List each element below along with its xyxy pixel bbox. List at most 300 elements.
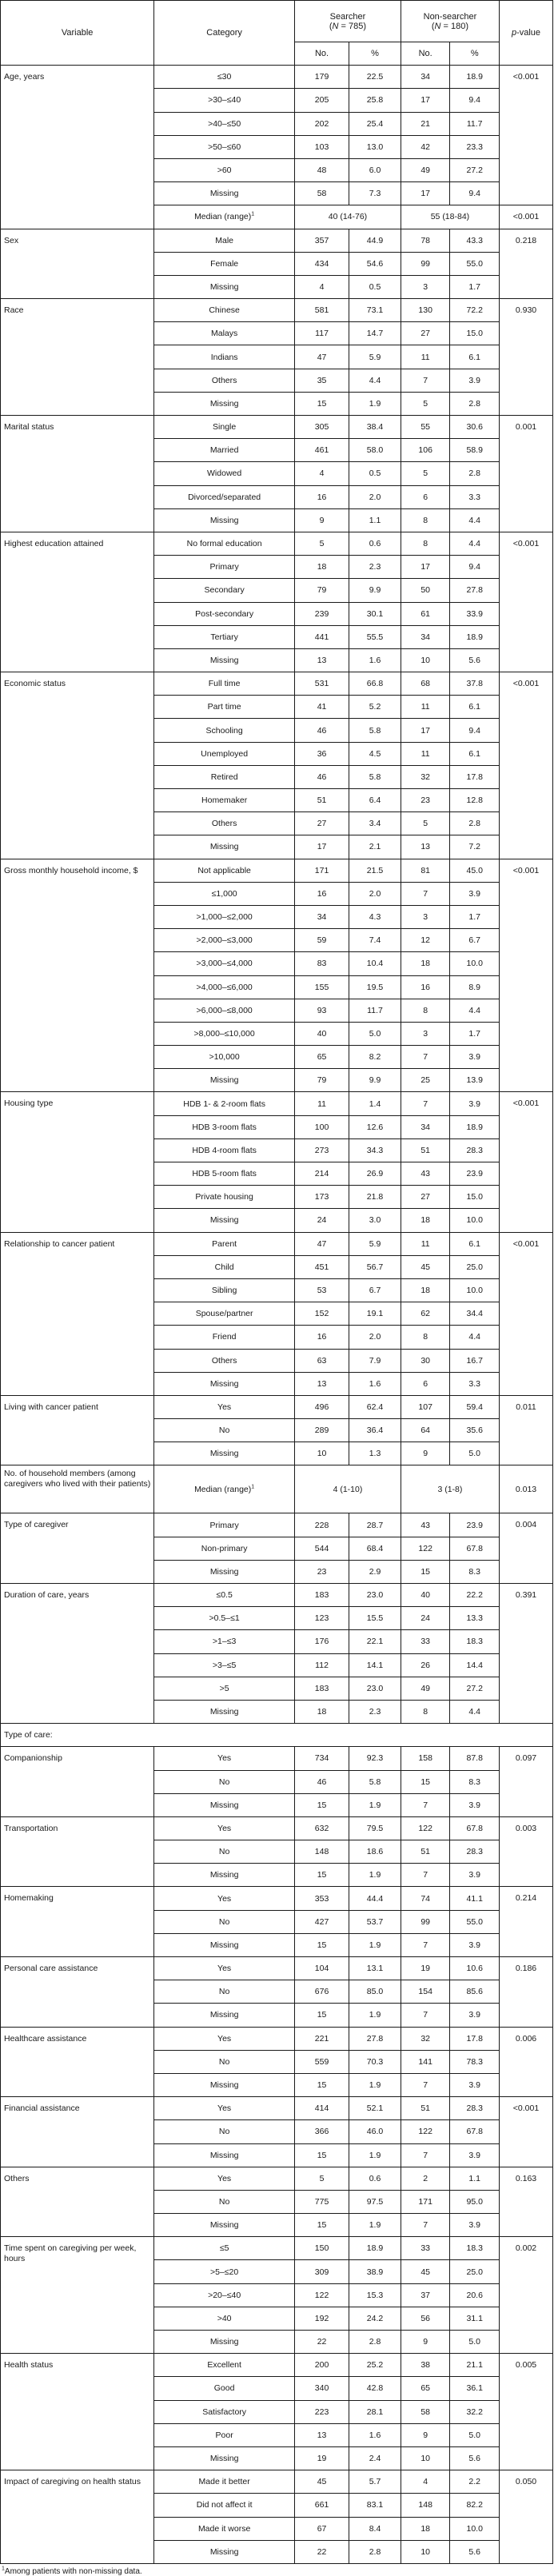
searcher-no-cell: 15: [295, 392, 349, 415]
category-cell: No formal education: [154, 532, 295, 555]
nonsearcher-no-cell: 10: [401, 2446, 450, 2470]
nonsearcher-pct-cell: 10.6: [450, 1957, 500, 1980]
searcher-pct-cell: 85.0: [349, 1980, 401, 2004]
searcher-no-cell: 559: [295, 2050, 349, 2073]
header-searcher: Searcher (N = 785): [295, 1, 401, 42]
searcher-pct-cell: 24.2: [349, 2307, 401, 2330]
category-cell: Made it worse: [154, 2517, 295, 2540]
category-cell: Secondary: [154, 579, 295, 602]
nonsearcher-pct-cell: 78.3: [450, 2050, 500, 2073]
searcher-pct-cell: 13.0: [349, 135, 401, 158]
table-row: [1, 2354, 553, 2377]
nonsearcher-no-cell: 5: [401, 392, 450, 415]
searcher-pct-cell: 15.5: [349, 1607, 401, 1630]
nonsearcher-no-cell: 7: [401, 1864, 450, 1887]
searcher-pct-cell: 1.6: [349, 1372, 401, 1395]
searcher-pct-cell: 2.0: [349, 485, 401, 508]
searcher-pct-cell: 18.9: [349, 2237, 401, 2260]
category-cell: Female: [154, 252, 295, 275]
nonsearcher-no-cell: 26: [401, 1653, 450, 1677]
searcher-pct-cell: 13.1: [349, 1957, 401, 1980]
category-cell: Others: [154, 369, 295, 392]
nonsearcher-no-cell: 18: [401, 952, 450, 975]
searcher-pct-cell: 0.5: [349, 275, 401, 298]
searcher-no-cell: 122: [295, 2283, 349, 2307]
searcher-no-cell: 176: [295, 1630, 349, 1653]
nonsearcher-pct-cell: 23.3: [450, 135, 500, 158]
searcher-pct-cell: 38.9: [349, 2260, 401, 2283]
category-cell: Missing: [154, 835, 295, 859]
nonsearcher-pct-cell: 2.2: [450, 2470, 500, 2494]
nonsearcher-pct-cell: 28.3: [450, 1840, 500, 1864]
searcher-pct-cell: 27.8: [349, 2027, 401, 2050]
table-body: [1, 66, 553, 2564]
searcher-no-cell: 19: [295, 2446, 349, 2470]
category-cell: Others: [154, 1349, 295, 1372]
category-cell: No: [154, 2190, 295, 2213]
nonsearcher-no-cell: 7: [401, 1933, 450, 1956]
nonsearcher-pct-cell: 3.9: [450, 1793, 500, 1816]
searcher-pct-cell: 5.9: [349, 345, 401, 369]
nonsearcher-pct-cell: 5.0: [450, 1442, 500, 1465]
searcher-no-cell: 9: [295, 508, 349, 532]
searcher-pct-cell: 5.0: [349, 1022, 401, 1045]
p-value-cell: 0.003: [499, 1816, 552, 1887]
searcher-pct-cell: 2.8: [349, 2331, 401, 2354]
searcher-pct-cell: 42.8: [349, 2377, 401, 2400]
searcher-pct-cell: 0.5: [349, 462, 401, 485]
searcher-no-cell: 150: [295, 2237, 349, 2260]
searcher-no-cell: 67: [295, 2517, 349, 2540]
searcher-no-cell: 202: [295, 112, 349, 135]
searcher-no-cell: 4: [295, 462, 349, 485]
category-cell: Widowed: [154, 462, 295, 485]
category-cell: Median (range)$^1$: [154, 205, 295, 229]
nonsearcher-pct-cell: 41.1: [450, 1887, 500, 1910]
searcher-pct-cell: 68.4: [349, 1537, 401, 1560]
nonsearcher-no-cell: 42: [401, 135, 450, 158]
nonsearcher-no-cell: 27: [401, 1186, 450, 1209]
p-value-cell: 0.930: [499, 299, 552, 416]
nonsearcher-pct-cell: 67.8: [450, 1816, 500, 1840]
category-cell: Missing: [154, 1933, 295, 1956]
searcher-no-cell: 23: [295, 1560, 349, 1583]
section-row: [1, 1724, 553, 1747]
nonsearcher-no-cell: 33: [401, 1630, 450, 1653]
p-value-cell: 0.004: [499, 1513, 552, 1584]
table-row: [1, 2470, 553, 2494]
category-cell: Missing: [154, 1209, 295, 1232]
searcher-no-cell: 531: [295, 672, 349, 696]
nonsearcher-no-cell: 62: [401, 1302, 450, 1326]
nonsearcher-no-cell: 45: [401, 1255, 450, 1278]
category-cell: Married: [154, 439, 295, 462]
header-nonsearcher-pct: %: [450, 42, 500, 66]
searcher-no-cell: 221: [295, 2027, 349, 2050]
nonsearcher-no-cell: 7: [401, 2004, 450, 2027]
nonsearcher-pct-cell: 20.6: [450, 2283, 500, 2307]
nonsearcher-no-cell: 9: [401, 2331, 450, 2354]
variable-cell: Transportation: [1, 1816, 154, 1887]
table-row: [1, 2027, 553, 2050]
nonsearcher-pct-cell: 27.2: [450, 158, 500, 181]
searcher-pct-cell: 2.1: [349, 835, 401, 859]
variable-cell: Highest education attained: [1, 532, 154, 672]
category-cell: Missing: [154, 182, 295, 205]
table-row: [1, 229, 553, 252]
nonsearcher-pct-cell: 55.0: [450, 1910, 500, 1933]
category-cell: >5–≤20: [154, 2260, 295, 2283]
nonsearcher-pct-cell: 3.9: [450, 882, 500, 905]
searcher-no-cell: 59: [295, 929, 349, 952]
header-nonsearcher: Non-searcher (N = 180): [401, 1, 499, 42]
searcher-no-cell: 34: [295, 905, 349, 928]
nonsearcher-pct-cell: 25.0: [450, 1255, 500, 1278]
nonsearcher-no-cell: 7: [401, 369, 450, 392]
searcher-no-cell: 46: [295, 1770, 349, 1793]
searcher-no-cell: 676: [295, 1980, 349, 2004]
nonsearcher-no-cell: 106: [401, 439, 450, 462]
searcher-pct-cell: 3.0: [349, 1209, 401, 1232]
searcher-pct-cell: 23.0: [349, 1677, 401, 1700]
searcher-pct-cell: 5.7: [349, 2470, 401, 2494]
nonsearcher-pct-cell: 9.4: [450, 719, 500, 742]
nonsearcher-no-cell: 2: [401, 2167, 450, 2190]
nonsearcher-no-cell: 8: [401, 1700, 450, 1723]
category-cell: >30–≤40: [154, 89, 295, 112]
nonsearcher-no-cell: 7: [401, 1046, 450, 1069]
searcher-pct-cell: 2.3: [349, 1700, 401, 1723]
category-cell: Missing: [154, 2073, 295, 2096]
variable-cell: Gross monthly household income, $: [1, 859, 154, 1092]
category-cell: Child: [154, 1255, 295, 1278]
category-cell: >5: [154, 1677, 295, 1700]
variable-cell: Marital status: [1, 416, 154, 532]
searcher-no-cell: 18: [295, 556, 349, 579]
searcher-no-cell: 366: [295, 2120, 349, 2143]
searcher-pct-cell: 3.4: [349, 812, 401, 835]
header-variable: Variable: [1, 1, 154, 66]
category-cell: Missing: [154, 1442, 295, 1465]
searcher-pct-cell: 46.0: [349, 2120, 401, 2143]
category-cell: >8,000–≤10,000: [154, 1022, 295, 1045]
nonsearcher-pct-cell: 23.9: [450, 1513, 500, 1537]
category-cell: Tertiary: [154, 625, 295, 648]
searcher-pct-cell: 1.9: [349, 2214, 401, 2237]
category-cell: >0.5–≤1: [154, 1607, 295, 1630]
nonsearcher-no-cell: 130: [401, 299, 450, 322]
table-row: [1, 859, 553, 882]
nonsearcher-no-cell: 107: [401, 1395, 450, 1418]
category-cell: Missing: [154, 1700, 295, 1723]
searcher-pct-cell: 1.9: [349, 2143, 401, 2167]
nonsearcher-pct-cell: 23.9: [450, 1162, 500, 1186]
table-row: [1, 1887, 553, 1910]
header-searcher-pct: %: [349, 42, 401, 66]
searcher-no-cell: 13: [295, 648, 349, 672]
nonsearcher-no-cell: 11: [401, 742, 450, 765]
table-row: [1, 1957, 553, 1980]
searcher-pct-cell: 1.9: [349, 1933, 401, 1956]
category-cell: Retired: [154, 765, 295, 788]
nonsearcher-pct-cell: 2.8: [450, 392, 500, 415]
nonsearcher-no-cell: 9: [401, 1442, 450, 1465]
searcher-no-cell: 63: [295, 1349, 349, 1372]
category-cell: Primary: [154, 1513, 295, 1537]
category-cell: No: [154, 1910, 295, 1933]
category-cell: HDB 4-room flats: [154, 1138, 295, 1162]
searcher-pct-cell: 2.8: [349, 2540, 401, 2563]
searcher-pct-cell: 54.6: [349, 252, 401, 275]
nonsearcher-pct-cell: 12.8: [450, 789, 500, 812]
p-value-cell: 0.097: [499, 1747, 552, 1817]
nonsearcher-no-cell: 17: [401, 719, 450, 742]
category-cell: Private housing: [154, 1186, 295, 1209]
searcher-pct-cell: 12.6: [349, 1115, 401, 1138]
searcher-pct-cell: 21.8: [349, 1186, 401, 1209]
nonsearcher-no-cell: 17: [401, 89, 450, 112]
nonsearcher-no-cell: 7: [401, 882, 450, 905]
variable-cell: Companionship: [1, 1747, 154, 1817]
nonsearcher-no-cell: 23: [401, 789, 450, 812]
category-cell: Yes: [154, 1747, 295, 1770]
table-row: [1, 1395, 553, 1418]
searcher-pct-cell: 18.6: [349, 1840, 401, 1864]
header-category: Category: [154, 1, 295, 66]
category-cell: No: [154, 2120, 295, 2143]
searcher-no-cell: 15: [295, 2143, 349, 2167]
searcher-pct-cell: 25.4: [349, 112, 401, 135]
category-cell: No: [154, 2050, 295, 2073]
searcher-pct-cell: 14.7: [349, 322, 401, 345]
category-cell: Yes: [154, 1957, 295, 1980]
searcher-pct-cell: 5.9: [349, 1232, 401, 1255]
nonsearcher-pct-cell: 17.8: [450, 765, 500, 788]
nonsearcher-pct-cell: 6.1: [450, 742, 500, 765]
searcher-no-cell: 223: [295, 2400, 349, 2423]
nonsearcher-no-cell: 154: [401, 1980, 450, 2004]
searcher-pct-cell: 73.1: [349, 299, 401, 322]
searcher-no-cell: 18: [295, 1700, 349, 1723]
searcher-pct-cell: 1.9: [349, 2073, 401, 2096]
searcher-no-cell: 15: [295, 2214, 349, 2237]
table-row: [1, 1816, 553, 1840]
searcher-no-cell: 103: [295, 135, 349, 158]
searcher-pct-cell: 38.4: [349, 416, 401, 439]
nonsearcher-pct-cell: 4.4: [450, 1700, 500, 1723]
searcher-pct-cell: 2.3: [349, 556, 401, 579]
table-row: [1, 416, 553, 439]
nonsearcher-pct-cell: 11.7: [450, 112, 500, 135]
nonsearcher-no-cell: 27: [401, 322, 450, 345]
searcher-pct-cell: 2.9: [349, 1560, 401, 1583]
category-cell: Missing: [154, 1793, 295, 1816]
searcher-no-cell: 22: [295, 2540, 349, 2563]
nonsearcher-pct-cell: 67.8: [450, 1537, 500, 1560]
nonsearcher-pct-cell: 10.0: [450, 2517, 500, 2540]
searcher-no-cell: 661: [295, 2494, 349, 2517]
p-value-cell: 0.163: [499, 2167, 552, 2237]
searcher-no-cell: 152: [295, 1302, 349, 1326]
nonsearcher-pct-cell: 7.2: [450, 835, 500, 859]
nonsearcher-no-cell: 34: [401, 1115, 450, 1138]
nonsearcher-median-cell: 3 (1-8): [401, 1465, 499, 1513]
searcher-pct-cell: 11.7: [349, 999, 401, 1022]
nonsearcher-pct-cell: 82.2: [450, 2494, 500, 2517]
category-cell: Missing: [154, 2214, 295, 2237]
searcher-pct-cell: 6.7: [349, 1278, 401, 1302]
category-cell: Schooling: [154, 719, 295, 742]
p-value-cell: <0.001: [499, 1232, 552, 1395]
nonsearcher-no-cell: 56: [401, 2307, 450, 2330]
category-cell: >2,000–≤3,000: [154, 929, 295, 952]
nonsearcher-pct-cell: 1.7: [450, 1022, 500, 1045]
nonsearcher-no-cell: 61: [401, 602, 450, 625]
table-row: [1, 299, 553, 322]
searcher-pct-cell: 1.4: [349, 1092, 401, 1115]
nonsearcher-pct-cell: 2.8: [450, 462, 500, 485]
footnote: $^1$Among patients with non-missing data.: [2, 2566, 142, 2576]
category-cell: Indians: [154, 345, 295, 369]
table-row: [1, 2167, 553, 2190]
searcher-pct-cell: 44.4: [349, 1887, 401, 1910]
searcher-pct-cell: 5.8: [349, 719, 401, 742]
nonsearcher-no-cell: 38: [401, 2354, 450, 2377]
searcher-no-cell: 53: [295, 1278, 349, 1302]
searcher-pct-cell: 22.1: [349, 1630, 401, 1653]
searcher-no-cell: 40: [295, 1022, 349, 1045]
nonsearcher-no-cell: 8: [401, 1326, 450, 1349]
nonsearcher-pct-cell: 5.6: [450, 2540, 500, 2563]
nonsearcher-no-cell: 32: [401, 2027, 450, 2050]
nonsearcher-no-cell: 122: [401, 2120, 450, 2143]
category-cell: Missing: [154, 2331, 295, 2354]
table-row: [1, 532, 553, 555]
nonsearcher-no-cell: 37: [401, 2283, 450, 2307]
searcher-no-cell: 15: [295, 2073, 349, 2096]
nonsearcher-no-cell: 21: [401, 112, 450, 135]
searcher-no-cell: 183: [295, 1677, 349, 1700]
nonsearcher-no-cell: 51: [401, 2097, 450, 2120]
nonsearcher-no-cell: 122: [401, 1537, 450, 1560]
searcher-pct-cell: 58.0: [349, 439, 401, 462]
searcher-no-cell: 289: [295, 1419, 349, 1442]
nonsearcher-no-cell: 9: [401, 2423, 450, 2446]
searcher-no-cell: 36: [295, 742, 349, 765]
category-cell: Yes: [154, 1395, 295, 1418]
searcher-pct-cell: 53.7: [349, 1910, 401, 1933]
nonsearcher-pct-cell: 58.9: [450, 439, 500, 462]
searcher-no-cell: 41: [295, 696, 349, 719]
table-row-household: [1, 1465, 553, 1513]
nonsearcher-pct-cell: 30.6: [450, 416, 500, 439]
category-cell: Yes: [154, 2097, 295, 2120]
nonsearcher-no-cell: 5: [401, 812, 450, 835]
nonsearcher-no-cell: 68: [401, 672, 450, 696]
searcher-no-cell: 48: [295, 158, 349, 181]
variable-cell: Personal care assistance: [1, 1957, 154, 2028]
nonsearcher-pct-cell: 87.8: [450, 1747, 500, 1770]
searcher-no-cell: 353: [295, 1887, 349, 1910]
nonsearcher-pct-cell: 13.3: [450, 1607, 500, 1630]
nonsearcher-pct-cell: 3.9: [450, 369, 500, 392]
searcher-no-cell: 632: [295, 1816, 349, 1840]
category-cell: Sibling: [154, 1278, 295, 1302]
searcher-no-cell: 581: [295, 299, 349, 322]
category-cell: >4,000–≤6,000: [154, 975, 295, 999]
searcher-pct-cell: 2.0: [349, 882, 401, 905]
table-row: [1, 1232, 553, 1255]
p-value-cell: 0.002: [499, 2237, 552, 2354]
nonsearcher-no-cell: 15: [401, 1770, 450, 1793]
nonsearcher-pct-cell: 15.0: [450, 322, 500, 345]
category-cell: Yes: [154, 2027, 295, 2050]
searcher-no-cell: 239: [295, 602, 349, 625]
nonsearcher-no-cell: 158: [401, 1747, 450, 1770]
nonsearcher-no-cell: 8: [401, 999, 450, 1022]
category-cell: No: [154, 1770, 295, 1793]
nonsearcher-no-cell: 15: [401, 1560, 450, 1583]
category-cell: >20–≤40: [154, 2283, 295, 2307]
nonsearcher-pct-cell: 8.3: [450, 1560, 500, 1583]
nonsearcher-pct-cell: 2.8: [450, 812, 500, 835]
searcher-pct-cell: 19.5: [349, 975, 401, 999]
searcher-no-cell: 13: [295, 1372, 349, 1395]
nonsearcher-pct-cell: 4.4: [450, 1326, 500, 1349]
nonsearcher-pct-cell: 32.2: [450, 2400, 500, 2423]
category-cell: HDB 1- & 2-room flats: [154, 1092, 295, 1115]
category-cell: Yes: [154, 1887, 295, 1910]
nonsearcher-no-cell: 3: [401, 1022, 450, 1045]
searcher-no-cell: 13: [295, 2423, 349, 2446]
category-cell: Not applicable: [154, 859, 295, 882]
nonsearcher-pct-cell: 1.1: [450, 2167, 500, 2190]
searcher-median-cell: 4 (1-10): [295, 1465, 401, 1513]
searcher-no-cell: 4: [295, 275, 349, 298]
nonsearcher-pct-cell: 3.9: [450, 2004, 500, 2027]
searcher-no-cell: 100: [295, 1115, 349, 1138]
nonsearcher-pct-cell: 3.9: [450, 1933, 500, 1956]
category-cell: Poor: [154, 2423, 295, 2446]
nonsearcher-no-cell: 58: [401, 2400, 450, 2423]
nonsearcher-no-cell: 11: [401, 1232, 450, 1255]
searcher-no-cell: 171: [295, 859, 349, 882]
searcher-pct-cell: 66.8: [349, 672, 401, 696]
nonsearcher-pct-cell: 35.6: [450, 1419, 500, 1442]
variable-cell: Duration of care, years: [1, 1584, 154, 1724]
searcher-pct-cell: 4.3: [349, 905, 401, 928]
nonsearcher-pct-cell: 15.0: [450, 1186, 500, 1209]
searcher-pct-cell: 1.9: [349, 392, 401, 415]
table-row: [1, 672, 553, 696]
searcher-no-cell: 35: [295, 369, 349, 392]
variable-cell: Relationship to cancer patient: [1, 1232, 154, 1395]
searcher-pct-cell: 83.1: [349, 2494, 401, 2517]
category-cell: Part time: [154, 696, 295, 719]
p-value-cell: <0.001: [499, 532, 552, 672]
p-value-cell: 0.391: [499, 1584, 552, 1724]
nonsearcher-no-cell: 30: [401, 1349, 450, 1372]
nonsearcher-no-cell: 49: [401, 1677, 450, 1700]
searcher-pct-cell: 34.3: [349, 1138, 401, 1162]
nonsearcher-pct-cell: 18.3: [450, 2237, 500, 2260]
category-cell: Male: [154, 229, 295, 252]
searcher-no-cell: 15: [295, 1864, 349, 1887]
searcher-pct-cell: 21.5: [349, 859, 401, 882]
searcher-no-cell: 45: [295, 2470, 349, 2494]
searcher-no-cell: 79: [295, 579, 349, 602]
p-value-cell: 0.011: [499, 1395, 552, 1465]
